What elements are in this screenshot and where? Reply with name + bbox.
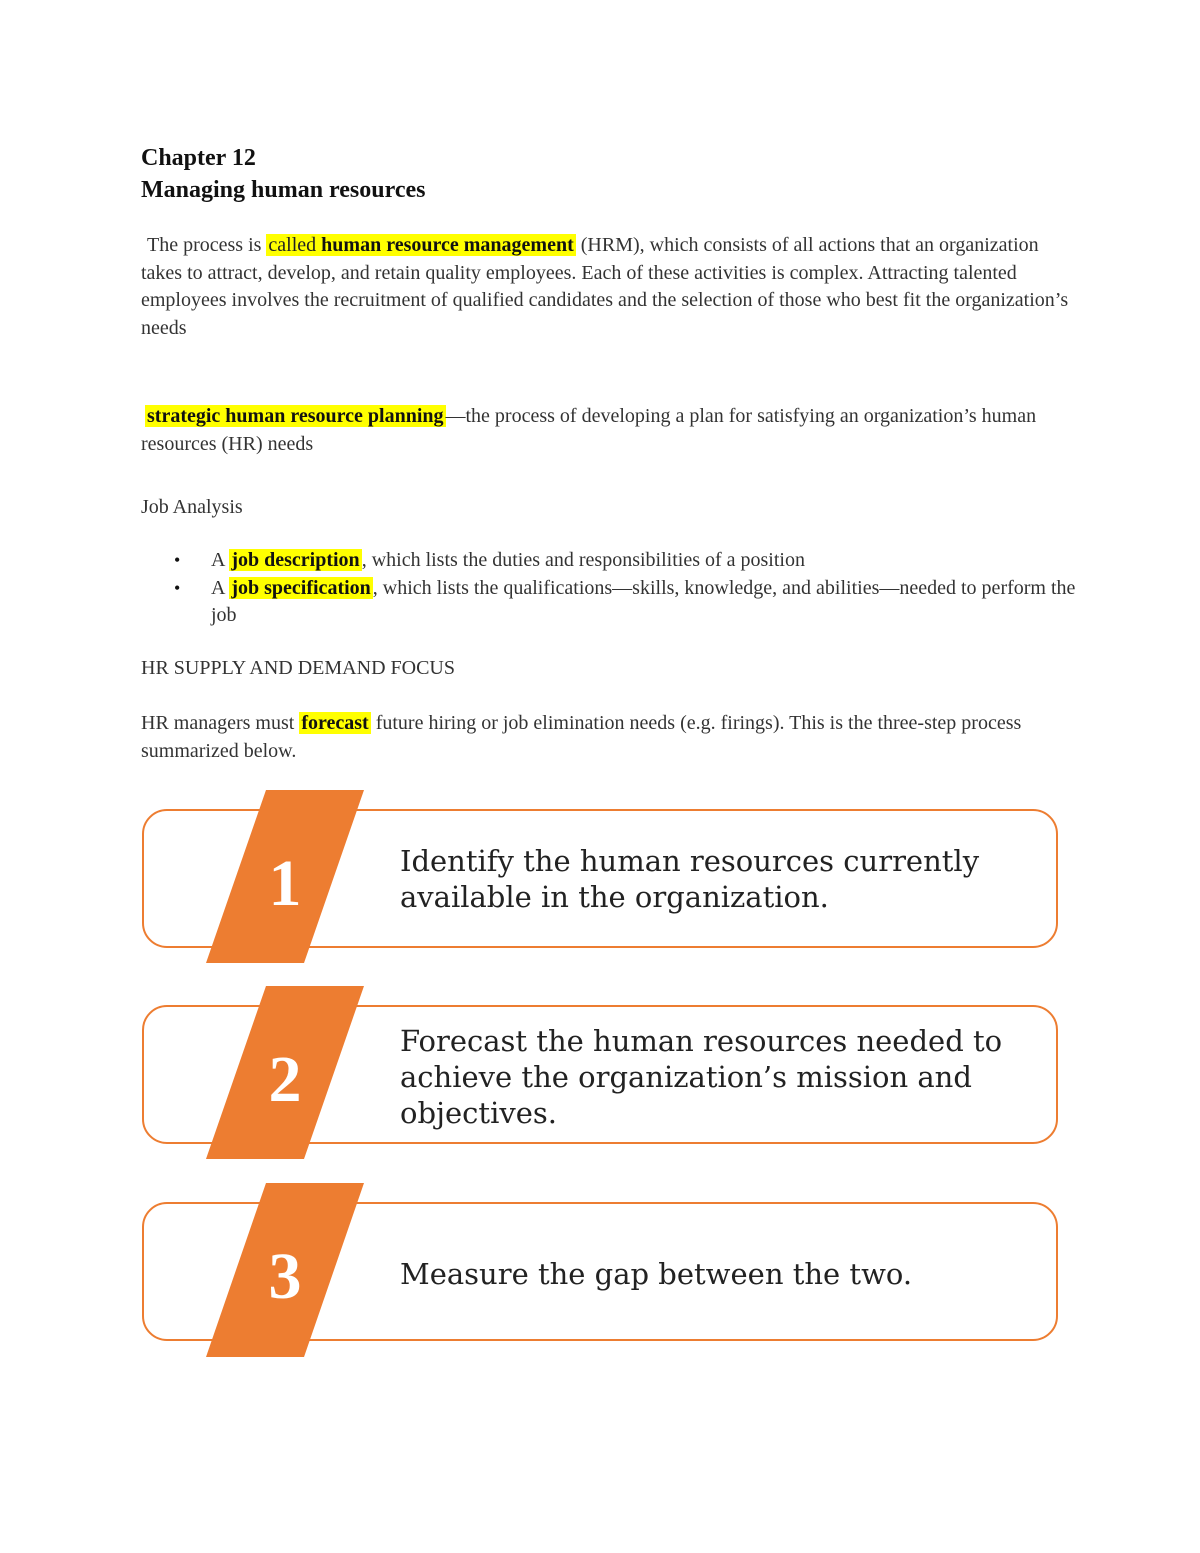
term-forecast: forecast xyxy=(301,712,369,734)
intro-text-rest: (HRM), which consists of all actions that an organization takes to attract, develop, and retain quality employees. Each of these activities is complex. Attracting talented employees involves the recruitment of qualified candidates and the selection of those who best fit the organization’s needs xyxy=(141,234,1069,339)
term-job-specification: job specification xyxy=(231,576,371,599)
list-item-prefix: A xyxy=(211,576,230,599)
list-item-prefix: A xyxy=(211,549,230,571)
intro-called-word: called xyxy=(268,234,322,256)
intro-text-start: The process is xyxy=(147,234,267,256)
chapter-title: Managing human resources xyxy=(141,177,426,203)
step-2-number: 2 xyxy=(268,1043,302,1116)
bullet-icon: • xyxy=(174,577,181,598)
focus-text-start: HR managers must xyxy=(141,712,300,734)
job-analysis-heading: Job Analysis xyxy=(141,496,243,518)
step-1-number: 1 xyxy=(268,847,302,920)
step-3-number: 3 xyxy=(268,1240,302,1313)
bullet-icon: • xyxy=(174,550,181,570)
list-item-text: , which lists the qualifications—skills, knowledge, and abilities—needed to perform the job xyxy=(211,576,1076,626)
strategic-definition: —the process of developing a plan for satisfying an organization’s human resources (HR) needs xyxy=(141,405,1037,455)
focus-heading: HR SUPPLY AND DEMAND FOCUS xyxy=(141,657,455,679)
step-1-text: Identify the human resources currently available in the organization. xyxy=(400,844,980,914)
step-2-text: Forecast the human resources needed to achieve the organization’s mission and objectives. xyxy=(400,1024,1003,1130)
step-3-text: Measure the gap between the two. xyxy=(400,1257,913,1291)
chapter-heading: Chapter 12 xyxy=(141,145,256,171)
list-item-text: , which lists the duties and responsibilities of a position xyxy=(361,549,805,571)
term-job-description: job description xyxy=(231,549,360,571)
term-strategic-planning: strategic human resource planning xyxy=(147,405,444,427)
focus-text-rest: future hiring or job elimination needs (e.g. firings). This is the three-step process summarized below. xyxy=(141,712,1022,762)
term-hrm: human resource management xyxy=(321,234,574,256)
